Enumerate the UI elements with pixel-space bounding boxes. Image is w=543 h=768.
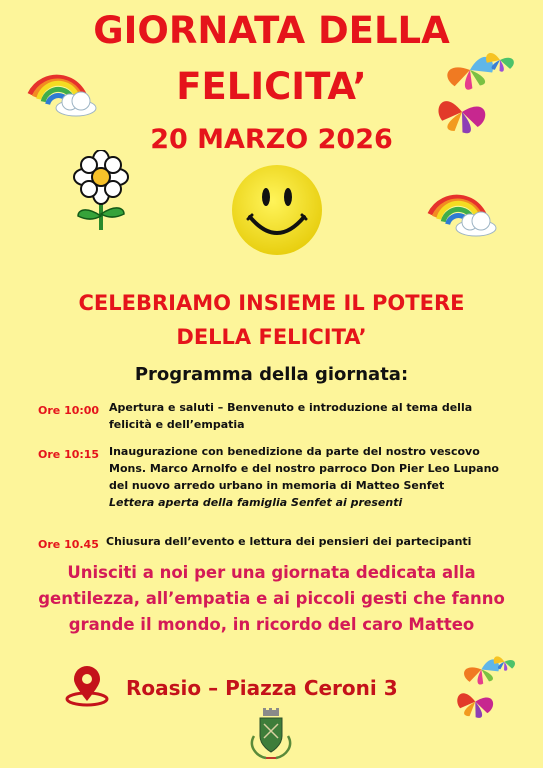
schedule-line: Mons. Marco Arnolfo e del nostro parroco Don Pier Leo Lupano [109, 462, 499, 475]
daisy-flower-icon [68, 150, 134, 234]
schedule-line: Apertura e saluti – Benvenuto e introduzione al tema della [109, 401, 473, 414]
rainbow-icon [26, 46, 100, 118]
schedule-line: felicità e dell’empatia [109, 418, 245, 431]
schedule-line: Chiusura dell’evento e lettura dei pensieri dei partecipanti [106, 535, 472, 548]
coat-of-arms-icon [246, 706, 296, 762]
butterfly-icon [450, 648, 522, 720]
schedule-line: del nuovo arredo urbano in memoria di Matteo Senfet [109, 479, 445, 492]
schedule-item-3 [106, 533, 526, 550]
rainbow-icon [424, 166, 502, 238]
headline-line2: DELLA FELICITA’ [176, 325, 367, 349]
closing-line2: gentilezza, all’empatia e ai piccoli gesti che fanno [38, 589, 505, 608]
headline-line1: CELEBRIAMO INSIEME IL POTERE [78, 291, 465, 315]
event-location: Roasio – Piazza Ceroni 3 [126, 676, 398, 700]
closing-line3: grande il mondo, in ricordo del caro Matteo [68, 615, 475, 634]
butterfly-icon [430, 42, 522, 136]
closing-line1: Unisciti a noi per una giornata dedicata alla [67, 563, 476, 582]
schedule-time-3: Ore 10.45 [38, 538, 99, 551]
program-title: Programma della giornata: [134, 364, 409, 385]
smiley-face-icon [230, 163, 324, 257]
schedule-time-2: Ore 10:15 [38, 448, 100, 461]
poster-title-line1: GIORNATA DELLA [93, 9, 450, 52]
event-date: 20 MARZO 2026 [150, 124, 393, 155]
schedule-line: Inaugurazione con benedizione da parte del nostro vescovo [109, 445, 480, 458]
schedule-line: Lettera aperta della famiglia Senfet ai presenti [109, 496, 403, 509]
schedule-time-1: Ore 10:00 [38, 404, 100, 417]
schedule-item-2 [109, 443, 529, 511]
schedule-item-1 [109, 399, 529, 433]
location-pin-icon [64, 665, 110, 707]
poster-title-line2: FELICITA’ [176, 65, 367, 108]
